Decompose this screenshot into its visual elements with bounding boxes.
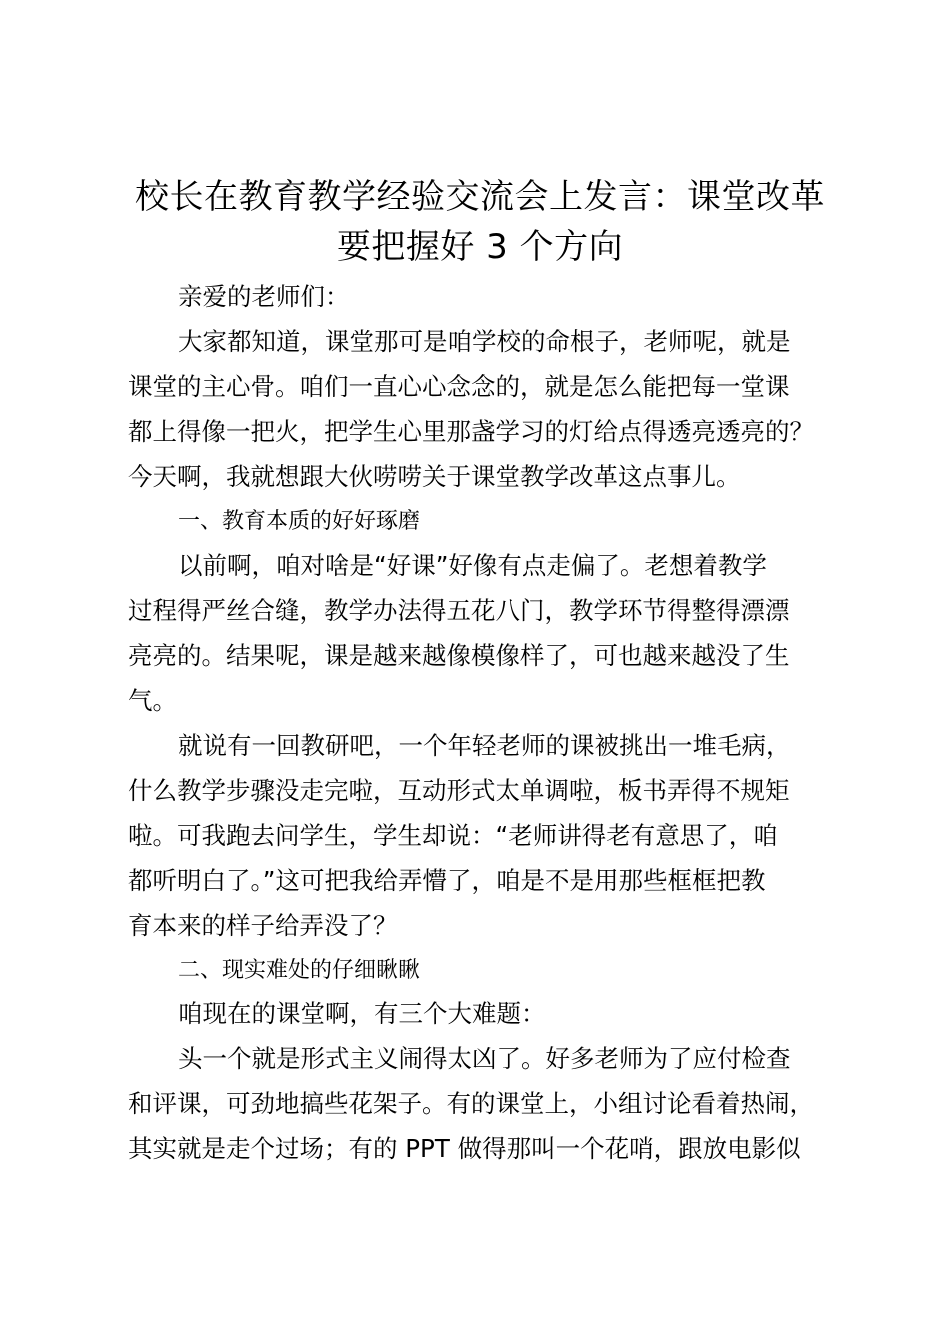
paragraph-line: 亮亮的。结果呢，课是越来越像模像样了，可也越来越没了生 (128, 641, 790, 670)
paragraph-line: 就说有一回教研吧，一个年轻老师的课被挑出一堆毛病， (178, 731, 791, 760)
section-heading: 一、教育本质的好好琢磨 (178, 509, 421, 534)
paragraph-line: 大家都知道，课堂那可是咱学校的命根子，老师呢，就是 (178, 327, 791, 356)
paragraph-line: 气。 (128, 686, 177, 715)
greeting: 亲爱的老师们： (178, 282, 350, 311)
paragraph-line: 过程得严丝合缝，教学办法得五花八门，教学环节得整得漂漂 (128, 596, 790, 625)
paragraph-line: 啦。可我跑去问学生，学生却说：“老师讲得老有意思了，咱 (128, 821, 778, 850)
paragraph-line: 和评课，可劲地搞些花架子。有的课堂上，小组讨论看着热闹， (128, 1089, 814, 1118)
paragraph-line: 育本来的样子给弄没了？ (128, 911, 398, 940)
section-heading: 二、现实难处的仔细瞅瞅 (178, 958, 421, 983)
title-line: 校长在教育教学经验交流会上发言：课堂改革 (135, 177, 825, 217)
title-line: 要把握好 3 个方向 (336, 227, 624, 267)
paragraph-line: 头一个就是形式主义闹得太凶了。好多老师为了应付检查 (178, 1044, 791, 1073)
document-title (100, 172, 860, 272)
paragraph-line: 什么教学步骤没走完啦，互动形式太单调啦，板书弄得不规矩 (128, 776, 790, 805)
paragraph-line: 都听明白了。”这可把我给弄懵了，咱是不是用那些框框把教 (128, 866, 766, 895)
paragraph-line: 其实就是走个过场；有的 PPT 做得那叫一个花哨，跟放电影似 (128, 1134, 801, 1163)
paragraph-line: 咱现在的课堂啊，有三个大难题： (178, 999, 546, 1028)
paragraph-line: 都上得像一把火，把学生心里那盏学习的灯给点得透亮透亮的？ (128, 417, 814, 446)
paragraph-line: 今天啊，我就想跟大伙唠唠关于课堂教学改革这点事儿。 (128, 462, 741, 491)
paragraph-line: 以前啊，咱对啥是“好课”好像有点走偏了。老想着教学 (178, 551, 767, 580)
paragraph-line: 课堂的主心骨。咱们一直心心念念的，就是怎么能把每一堂课 (128, 372, 790, 401)
